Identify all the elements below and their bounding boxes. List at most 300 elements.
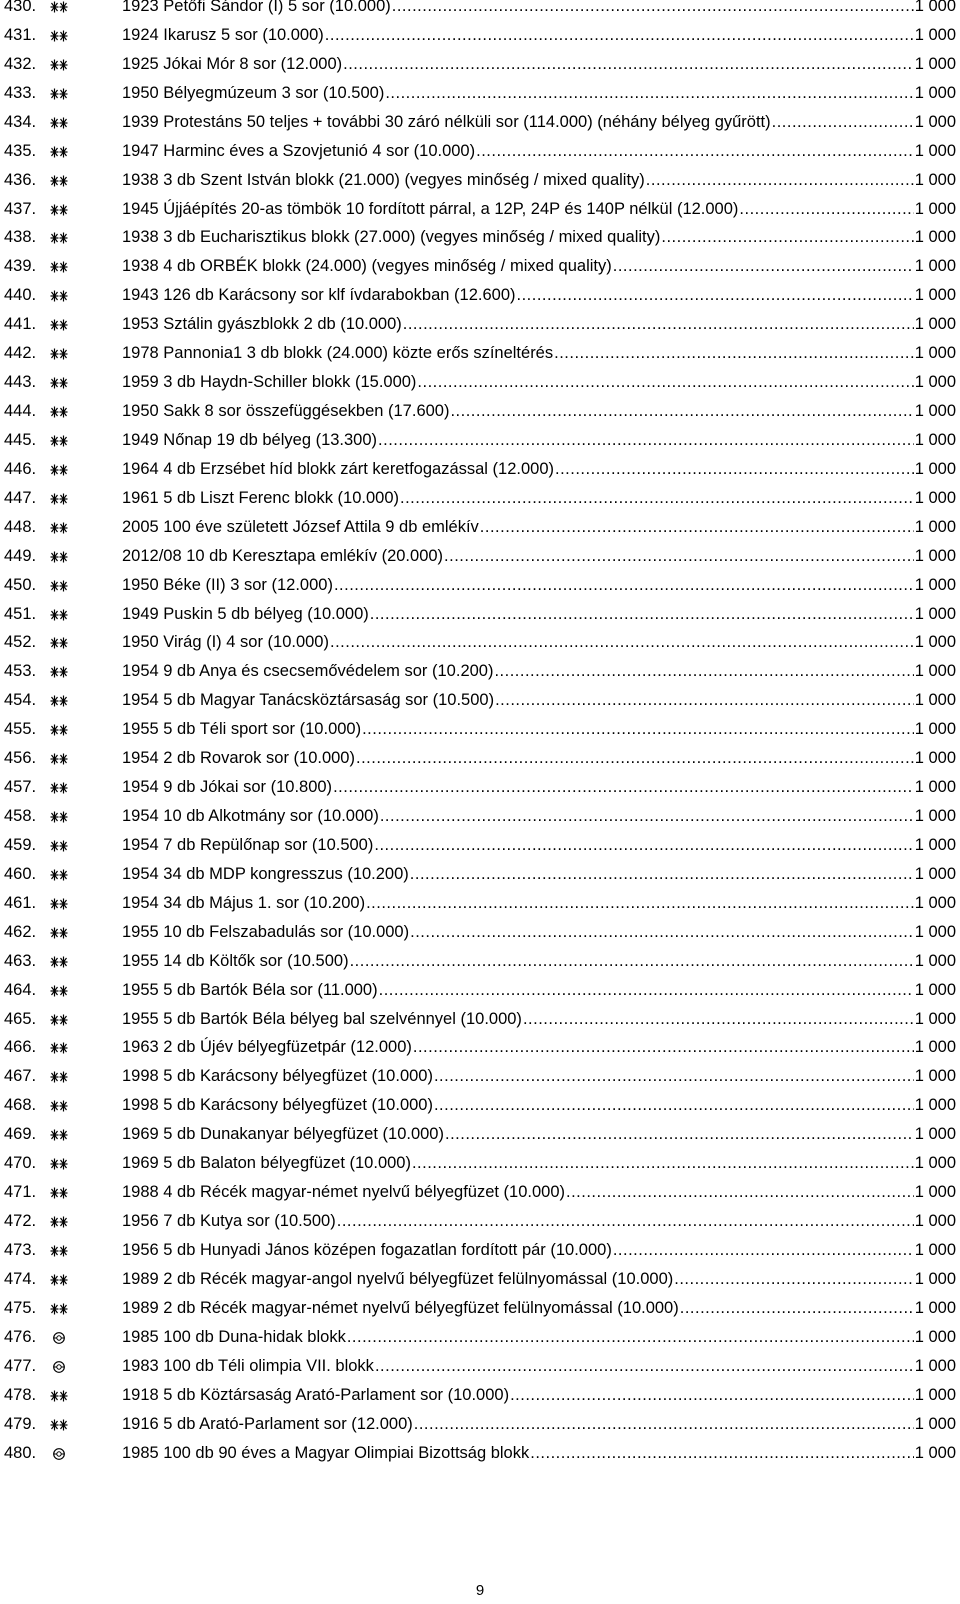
lot-number: 457. [4, 778, 37, 797]
lot-price: 1 000 [914, 1067, 956, 1086]
mint-never-hinged-icon [50, 956, 68, 968]
mint-never-hinged-icon [50, 666, 68, 678]
lot-row [0, 600, 960, 629]
mint-never-hinged-icon [50, 869, 68, 881]
lot-price: 1 000 [914, 344, 956, 363]
mint-never-hinged-icon [50, 1, 68, 13]
lot-price: 1 000 [914, 315, 956, 334]
dot-leader [480, 513, 914, 542]
lot-description: 1924 Ikarusz 5 sor (10.000) [122, 25, 324, 44]
lot-entry [122, 628, 956, 657]
mint-never-hinged-icon [50, 1216, 68, 1228]
lot-entry [122, 744, 956, 773]
lot-price: 1 000 [914, 25, 956, 44]
lot-entry [122, 1178, 956, 1207]
lot-entry [122, 773, 956, 802]
lot-number: 453. [4, 662, 37, 681]
mint-never-hinged-icon [50, 146, 68, 158]
lot-price: 1 000 [914, 893, 956, 912]
lot-price: 1 000 [914, 778, 956, 797]
lot-number: 446. [4, 459, 37, 478]
dot-leader [414, 1410, 914, 1439]
lot-row [0, 1178, 960, 1207]
lot-number: 449. [4, 546, 37, 565]
lot-description: 1947 Harminc éves a Szovjetunió 4 sor (10.000) [122, 141, 476, 160]
dot-leader [370, 600, 914, 629]
lot-number: 452. [4, 633, 37, 652]
lot-number: 441. [4, 315, 37, 334]
dot-leader [400, 484, 914, 513]
lot-row [0, 715, 960, 744]
lot-description: 2005 100 éve született József Attila 9 db emlékív [122, 517, 479, 536]
lot-entry [122, 657, 956, 686]
lot-number: 431. [4, 25, 37, 44]
lot-entry [122, 1120, 956, 1149]
mint-never-hinged-icon [50, 811, 68, 823]
mint-never-hinged-icon [50, 1187, 68, 1199]
dot-leader [375, 1352, 914, 1381]
lot-price: 1 000 [914, 170, 956, 189]
lot-number: 436. [4, 170, 37, 189]
lot-number: 474. [4, 1269, 37, 1288]
lot-number: 444. [4, 402, 37, 421]
mint-never-hinged-icon [50, 1274, 68, 1286]
lot-entry [122, 831, 956, 860]
lot-number: 470. [4, 1154, 37, 1173]
dot-leader [350, 947, 914, 976]
lot-description: 1989 2 db Récék magyar-német nyelvű bélyegfüzet felülnyomással (10.000) [122, 1298, 679, 1317]
dot-leader [450, 397, 913, 426]
mint-never-hinged-icon [50, 1303, 68, 1315]
lot-price: 1 000 [914, 691, 956, 710]
mint-never-hinged-icon [50, 88, 68, 100]
lot-row [0, 0, 960, 21]
lot-price: 1 000 [914, 575, 956, 594]
lot-price: 1 000 [914, 1038, 956, 1057]
lot-price: 1 000 [914, 459, 956, 478]
lot-entry [122, 1381, 956, 1410]
lot-number: 478. [4, 1385, 37, 1404]
lot-row [0, 21, 960, 50]
lot-description: 2012/08 10 db Keresztapa emlékív (20.000) [122, 546, 444, 565]
lot-description: 1955 10 db Felszabadulás sor (10.000) [122, 922, 410, 941]
lot-number: 476. [4, 1327, 37, 1346]
lot-price: 1 000 [914, 112, 956, 131]
lot-entry [122, 542, 956, 571]
lot-row [0, 1265, 960, 1294]
lot-description: 1954 9 db Anya és csecsemővédelem sor (10.200) [122, 662, 494, 681]
lot-description: 1989 2 db Récék magyar-angol nyelvű bélyegfüzet felülnyomással (10.000) [122, 1269, 674, 1288]
dot-leader [444, 542, 914, 571]
lot-number: 437. [4, 199, 37, 218]
lot-number: 432. [4, 54, 37, 73]
lot-row [0, 628, 960, 657]
mint-never-hinged-icon [50, 695, 68, 707]
dot-leader [566, 1178, 914, 1207]
lot-number: 473. [4, 1240, 37, 1259]
dot-leader [410, 918, 914, 947]
mint-never-hinged-icon [50, 175, 68, 187]
lot-price: 1 000 [914, 951, 956, 970]
lot-description: 1985 100 db Duna-hidak blokk [122, 1327, 346, 1346]
lot-entry [122, 79, 956, 108]
lot-entry [122, 426, 956, 455]
lot-entry [122, 108, 956, 137]
dot-leader [739, 195, 913, 224]
mint-never-hinged-icon [50, 782, 68, 794]
dot-leader [434, 1091, 914, 1120]
lot-number: 472. [4, 1212, 37, 1231]
mint-never-hinged-icon [50, 724, 68, 736]
lot-row [0, 339, 960, 368]
lot-number: 442. [4, 344, 37, 363]
lot-entry [122, 686, 956, 715]
dot-leader [337, 1207, 914, 1236]
dot-leader [680, 1294, 914, 1323]
dot-leader [325, 21, 914, 50]
mint-never-hinged-icon [50, 59, 68, 71]
cancelled-postmark-icon [50, 1332, 68, 1344]
mint-never-hinged-icon [50, 406, 68, 418]
lot-number: 438. [4, 228, 37, 247]
lot-description: 1954 7 db Repülőnap sor (10.500) [122, 835, 374, 854]
lot-number: 463. [4, 951, 37, 970]
dot-leader [613, 252, 914, 281]
lot-price: 1 000 [914, 604, 956, 623]
lot-number: 443. [4, 373, 37, 392]
lot-row [0, 1410, 960, 1439]
lot-entry [122, 50, 956, 79]
lot-description: 1950 Béke (II) 3 sor (12.000) [122, 575, 333, 594]
lot-description: 1956 7 db Kutya sor (10.500) [122, 1212, 336, 1231]
dot-leader [661, 223, 913, 252]
dot-leader [333, 773, 914, 802]
lot-description: 1978 Pannonia1 3 db blokk (24.000) közte erős színeltérés [122, 344, 554, 363]
lot-number: 458. [4, 807, 37, 826]
lot-description: 1956 5 db Hunyadi János középen fogazatlan fordított pár (10.000) [122, 1240, 612, 1259]
lot-description: 1938 4 db ORBÉK blokk (24.000) (vegyes minőség / mixed quality) [122, 257, 612, 276]
lot-number: 466. [4, 1038, 37, 1057]
lot-price: 1 000 [914, 373, 956, 392]
dot-leader [347, 1323, 914, 1352]
lot-price: 1 000 [914, 720, 956, 739]
lot-description: 1988 4 db Récék magyar-német nyelvű bélyegfüzet (10.000) [122, 1183, 566, 1202]
mint-never-hinged-icon [50, 1100, 68, 1112]
mint-never-hinged-icon [50, 985, 68, 997]
lot-price: 1 000 [914, 1125, 956, 1144]
lot-row [0, 1120, 960, 1149]
lot-entry [122, 339, 956, 368]
lot-price: 1 000 [914, 835, 956, 854]
dot-leader [366, 889, 914, 918]
mint-never-hinged-icon [50, 1042, 68, 1054]
lot-row [0, 1149, 960, 1178]
lot-description: 1959 3 db Haydn-Schiller blokk (15.000) [122, 373, 417, 392]
lot-row [0, 252, 960, 281]
lot-price: 1 000 [914, 1356, 956, 1375]
lot-entry [122, 860, 956, 889]
dot-leader [379, 976, 914, 1005]
mint-never-hinged-icon [50, 637, 68, 649]
lot-row [0, 1381, 960, 1410]
lot-row [0, 1236, 960, 1265]
dot-leader [362, 715, 914, 744]
lot-description: 1949 Puskin 5 db bélyeg (10.000) [122, 604, 369, 623]
mint-never-hinged-icon [50, 1014, 68, 1026]
dot-leader [417, 368, 913, 397]
lot-row [0, 455, 960, 484]
dot-leader [523, 1005, 914, 1034]
dot-leader [554, 339, 914, 368]
lot-entry [122, 252, 956, 281]
lot-number: 433. [4, 83, 37, 102]
dot-leader [343, 50, 914, 79]
mint-never-hinged-icon [50, 927, 68, 939]
lot-entry [122, 223, 956, 252]
mint-never-hinged-icon [50, 261, 68, 273]
lot-price: 1 000 [914, 662, 956, 681]
lot-price: 1 000 [914, 228, 956, 247]
lot-row [0, 542, 960, 571]
mint-never-hinged-icon [50, 1390, 68, 1402]
lot-description: 1964 4 db Erzsébet híd blokk zárt keretfogazással (12.000) [122, 459, 555, 478]
lot-row [0, 1323, 960, 1352]
lot-row [0, 50, 960, 79]
lot-description: 1925 Jókai Mór 8 sor (12.000) [122, 54, 343, 73]
lot-price: 1 000 [914, 0, 956, 15]
lot-entry [122, 1439, 956, 1468]
lot-price: 1 000 [914, 1183, 956, 1202]
lot-description: 1955 5 db Bartók Béla bélyeg bal szelvénnyel (10.000) [122, 1009, 522, 1028]
lot-entry [122, 1236, 956, 1265]
lot-description: 1945 Újjáépítés 20-as tömbök 10 fordított párral, a 12P, 24P és 140P nélkül (12.000) [122, 199, 739, 218]
lot-row [0, 976, 960, 1005]
lot-entry [122, 0, 956, 21]
lot-number: 477. [4, 1356, 37, 1375]
page-number: 9 [475, 1582, 485, 1599]
lot-number: 479. [4, 1414, 37, 1433]
dot-leader [434, 1062, 914, 1091]
lot-price: 1 000 [914, 54, 956, 73]
lot-number: 465. [4, 1009, 37, 1028]
lot-description: 1954 2 db Rovarok sor (10.000) [122, 749, 355, 768]
lot-entry [122, 1062, 956, 1091]
lot-price: 1 000 [914, 749, 956, 768]
lot-row [0, 571, 960, 600]
lot-price: 1 000 [914, 286, 956, 305]
lot-number: 462. [4, 922, 37, 941]
lot-row [0, 1091, 960, 1120]
mint-never-hinged-icon [50, 1245, 68, 1257]
dot-leader [334, 571, 914, 600]
lot-row [0, 166, 960, 195]
mint-never-hinged-icon [50, 1129, 68, 1141]
lot-entry [122, 137, 956, 166]
mint-never-hinged-icon [50, 753, 68, 765]
mint-never-hinged-icon [50, 435, 68, 447]
lot-entry [122, 1294, 956, 1323]
dot-leader [495, 686, 914, 715]
mint-never-hinged-icon [50, 522, 68, 534]
lot-row [0, 860, 960, 889]
lot-entry [122, 195, 956, 224]
lot-row [0, 773, 960, 802]
lot-row [0, 1352, 960, 1381]
mint-never-hinged-icon [50, 377, 68, 389]
lot-description: 1938 3 db Szent István blokk (21.000) (vegyes minőség / mixed quality) [122, 170, 645, 189]
lot-entry [122, 513, 956, 542]
lot-price: 1 000 [914, 1212, 956, 1231]
lot-price: 1 000 [914, 488, 956, 507]
dot-leader [378, 426, 914, 455]
lot-row [0, 657, 960, 686]
lot-number: 445. [4, 430, 37, 449]
mint-never-hinged-icon [50, 319, 68, 331]
lot-description: 1949 Nőnap 19 db bélyeg (13.300) [122, 430, 378, 449]
lot-description: 1961 5 db Liszt Ferenc blokk (10.000) [122, 488, 399, 507]
dot-leader [403, 310, 914, 339]
lot-price: 1 000 [914, 1154, 956, 1173]
lot-description: 1939 Protestáns 50 teljes + további 30 záró nélküli sor (114.000) (néhány bélyeg gyűrött) [122, 112, 771, 131]
lot-description: 1954 34 db Május 1. sor (10.200) [122, 893, 366, 912]
lot-row [0, 281, 960, 310]
lot-row [0, 744, 960, 773]
lot-description: 1954 10 db Alkotmány sor (10.000) [122, 807, 379, 826]
lot-number: 450. [4, 575, 37, 594]
mint-never-hinged-icon [50, 551, 68, 563]
dot-leader [530, 1439, 913, 1468]
lot-price: 1 000 [914, 633, 956, 652]
lot-row [0, 889, 960, 918]
lot-entry [122, 918, 956, 947]
lot-description: 1955 5 db Téli sport sor (10.000) [122, 720, 362, 739]
dot-leader [674, 1265, 913, 1294]
lot-row [0, 137, 960, 166]
lot-row [0, 223, 960, 252]
dot-leader [374, 831, 913, 860]
lot-price: 1 000 [914, 83, 956, 102]
mint-never-hinged-icon [50, 840, 68, 852]
lot-description: 1954 34 db MDP kongresszus (10.200) [122, 864, 409, 883]
cancelled-postmark-icon [50, 1448, 68, 1460]
lot-description: 1950 Sakk 8 sor összefüggésekben (17.600) [122, 402, 450, 421]
lot-row [0, 1207, 960, 1236]
dot-leader [413, 1033, 914, 1062]
lot-number: 460. [4, 864, 37, 883]
lot-description: 1955 5 db Bartók Béla sor (11.000) [122, 980, 378, 999]
lot-price: 1 000 [914, 257, 956, 276]
dot-leader [646, 166, 914, 195]
lot-price: 1 000 [914, 546, 956, 565]
lot-entry [122, 484, 956, 513]
lot-row [0, 1294, 960, 1323]
mint-never-hinged-icon [50, 204, 68, 216]
lot-description: 1916 5 db Arató-Parlament sor (12.000) [122, 1414, 413, 1433]
lot-price: 1 000 [914, 864, 956, 883]
lot-number: 464. [4, 980, 37, 999]
lot-number: 471. [4, 1183, 37, 1202]
lot-price: 1 000 [914, 1240, 956, 1259]
lot-entry [122, 1005, 956, 1034]
lot-price: 1 000 [914, 1009, 956, 1028]
lot-row [0, 195, 960, 224]
lot-entry [122, 1265, 956, 1294]
lot-entry [122, 455, 956, 484]
lot-entry [122, 368, 956, 397]
lot-entry [122, 802, 956, 831]
dot-leader [412, 1149, 914, 1178]
lot-entry [122, 1149, 956, 1178]
mint-never-hinged-icon [50, 609, 68, 621]
lot-description: 1985 100 db 90 éves a Magyar Olimpiai Bizottság blokk [122, 1443, 530, 1462]
lot-price: 1 000 [914, 922, 956, 941]
lot-row [0, 947, 960, 976]
lot-number: 475. [4, 1298, 37, 1317]
dot-leader [555, 455, 914, 484]
lot-entry [122, 976, 956, 1005]
lot-entry [122, 571, 956, 600]
lot-description: 1950 Bélyegmúzeum 3 sor (10.500) [122, 83, 385, 102]
lot-row [0, 802, 960, 831]
lot-row [0, 686, 960, 715]
lot-row [0, 1062, 960, 1091]
lot-description: 1954 5 db Magyar Tanácsköztársaság sor (10.500) [122, 691, 495, 710]
mint-never-hinged-icon [50, 580, 68, 592]
lot-price: 1 000 [914, 141, 956, 160]
lot-row [0, 310, 960, 339]
mint-never-hinged-icon [50, 117, 68, 129]
dot-leader [476, 137, 914, 166]
lot-entry [122, 166, 956, 195]
lot-price: 1 000 [914, 1385, 956, 1404]
lot-entry [122, 21, 956, 50]
lot-row [0, 831, 960, 860]
lot-number: 480. [4, 1443, 37, 1462]
lot-description: 1983 100 db Téli olimpia VII. blokk [122, 1356, 374, 1375]
lot-entry [122, 281, 956, 310]
lot-row [0, 513, 960, 542]
lot-description: 1923 Petőfi Sándor (I) 5 sor (10.000) [122, 0, 391, 15]
lot-number: 454. [4, 691, 37, 710]
lot-price: 1 000 [914, 402, 956, 421]
lot-number: 430. [4, 0, 37, 15]
dot-leader [445, 1120, 914, 1149]
lot-price: 1 000 [914, 517, 956, 536]
lot-number: 448. [4, 517, 37, 536]
lot-row [0, 1439, 960, 1468]
lot-entry [122, 1033, 956, 1062]
lot-description: 1938 3 db Eucharisztikus blokk (27.000) (vegyes minőség / mixed quality) [122, 228, 661, 247]
dot-leader [356, 744, 914, 773]
mint-never-hinged-icon [50, 30, 68, 42]
lot-number: 447. [4, 488, 37, 507]
lot-description: 1969 5 db Dunakanyar bélyegfüzet (10.000) [122, 1125, 444, 1144]
lot-number: 469. [4, 1125, 37, 1144]
lot-price: 1 000 [914, 1414, 956, 1433]
lot-entry [122, 397, 956, 426]
lot-number: 435. [4, 141, 37, 160]
lot-price: 1 000 [914, 1298, 956, 1317]
lot-description: 1955 14 db Költők sor (10.500) [122, 951, 349, 970]
lot-row [0, 426, 960, 455]
lot-number: 461. [4, 893, 37, 912]
mint-never-hinged-icon [50, 232, 68, 244]
lot-entry [122, 310, 956, 339]
mint-never-hinged-icon [50, 493, 68, 505]
lot-price: 1 000 [914, 1096, 956, 1115]
lot-number: 459. [4, 835, 37, 854]
lot-price: 1 000 [914, 430, 956, 449]
